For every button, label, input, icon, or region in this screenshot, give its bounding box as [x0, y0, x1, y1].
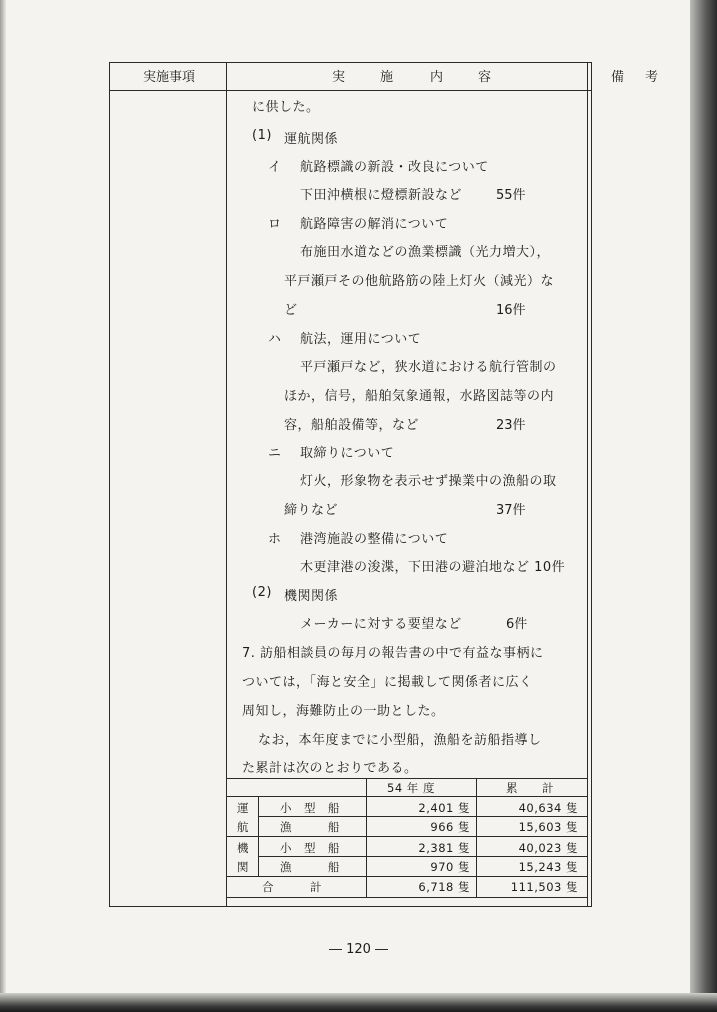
scan-shadow-bottom: [0, 993, 717, 1012]
body-line: メーカーに対する要望など: [300, 617, 462, 632]
header-remarks-char: 備: [611, 70, 625, 85]
body-line: 容，船舶設備等，など: [284, 418, 420, 433]
body-line: 7. 訪船相談員の毎月の報告書の中で有益な事柄に: [242, 646, 544, 661]
header-content-char: 施: [380, 70, 394, 85]
body-line: 平戸瀬戸その他航路筋の陸上灯火（減光）な: [284, 274, 555, 289]
case-count: 23件: [496, 418, 526, 433]
list-marker: ホ: [268, 532, 282, 547]
row-type: 漁 船: [280, 860, 340, 874]
row-total-value: 15,603 隻: [518, 820, 578, 834]
body-line: た累計は次のとおりである。: [242, 761, 418, 776]
sub-heading: 取締りについて: [300, 446, 395, 461]
header-remarks-char: 考: [645, 70, 659, 85]
header-content-char: 実: [332, 70, 346, 85]
list-marker: ニ: [268, 446, 282, 461]
row-type: 小 型 船: [280, 801, 340, 815]
sub-heading: 航法，運用について: [300, 332, 422, 347]
page-edge: [0, 0, 6, 1012]
list-number: (2): [252, 585, 272, 600]
header-implementation-item: 実施事項: [142, 70, 195, 85]
sum-year-value: 6,718 隻: [418, 880, 470, 894]
row-year-value: 966 隻: [430, 820, 470, 834]
body-line: 布施田水道などの漁業標識（光力増大），: [300, 245, 551, 260]
column-header-total: 累 計: [506, 781, 554, 795]
row-year-value: 2,401 隻: [418, 801, 470, 815]
row-type: 小 型 船: [280, 841, 340, 855]
body-line: 締りなど: [284, 503, 339, 518]
body-line: ついては，「海と安全」に掲載して関係者に広く: [242, 675, 533, 690]
case-count: 16件: [496, 303, 526, 318]
row-year-value: 2,381 隻: [418, 841, 470, 855]
body-line: 灯火，形象物を表示せず操業中の漁船の取: [300, 474, 557, 489]
group-label-char: 関: [237, 860, 249, 874]
body-line: なお，本年度までに小型船，漁船を訪船指導し: [258, 733, 542, 748]
scan-shadow-right: [690, 0, 717, 1012]
row-type: 漁 船: [280, 820, 340, 834]
body-line: ど: [284, 303, 298, 318]
page-number: ― 120 ―: [328, 942, 389, 957]
section-heading: 機関関係: [284, 589, 339, 604]
list-marker: イ: [268, 160, 282, 175]
column-divider-2: [587, 62, 588, 907]
column-divider-1: [226, 62, 227, 907]
header-divider: [109, 90, 592, 91]
body-line: ほか，信号，船舶気象通報，水路図誌等の内: [284, 389, 555, 404]
sub-heading: 港湾施設の整備について: [300, 532, 449, 547]
case-count: 6件: [506, 617, 528, 632]
sub-heading: 航路障害の解消について: [300, 217, 449, 232]
body-line: に供した。: [252, 100, 320, 115]
case-count: 37件: [496, 503, 526, 518]
header-content-char: 容: [478, 70, 492, 85]
body-line: 平戸瀬戸など，狭水道における航行管制の: [300, 360, 557, 375]
body-line: 下田沖横根に燈標新設など: [300, 188, 463, 203]
column-header-year: 54 年 度: [387, 781, 435, 795]
group-label-char: 航: [237, 820, 249, 834]
header-content-char: 内: [430, 70, 444, 85]
sub-heading: 航路標識の新設・改良について: [300, 160, 489, 175]
sum-total-value: 111,503 隻: [510, 880, 578, 894]
sum-label: 合 計: [262, 880, 322, 894]
section-heading: 運航関係: [284, 132, 339, 147]
list-marker: ハ: [268, 332, 282, 347]
list-number: (1): [252, 128, 272, 143]
row-total-value: 40,023 隻: [518, 841, 578, 855]
row-year-value: 970 隻: [430, 860, 470, 874]
body-line: 周知し，海難防止の一助とした。: [242, 704, 445, 719]
list-marker: ロ: [268, 217, 282, 232]
row-total-value: 40,634 隻: [518, 801, 578, 815]
case-count: 55件: [496, 188, 526, 203]
row-total-value: 15,243 隻: [518, 860, 578, 874]
body-line: 木更津港の浚渫，下田港の避泊地など 10件: [300, 560, 566, 575]
group-label-char: 運: [237, 801, 249, 815]
group-label-char: 機: [237, 841, 249, 855]
